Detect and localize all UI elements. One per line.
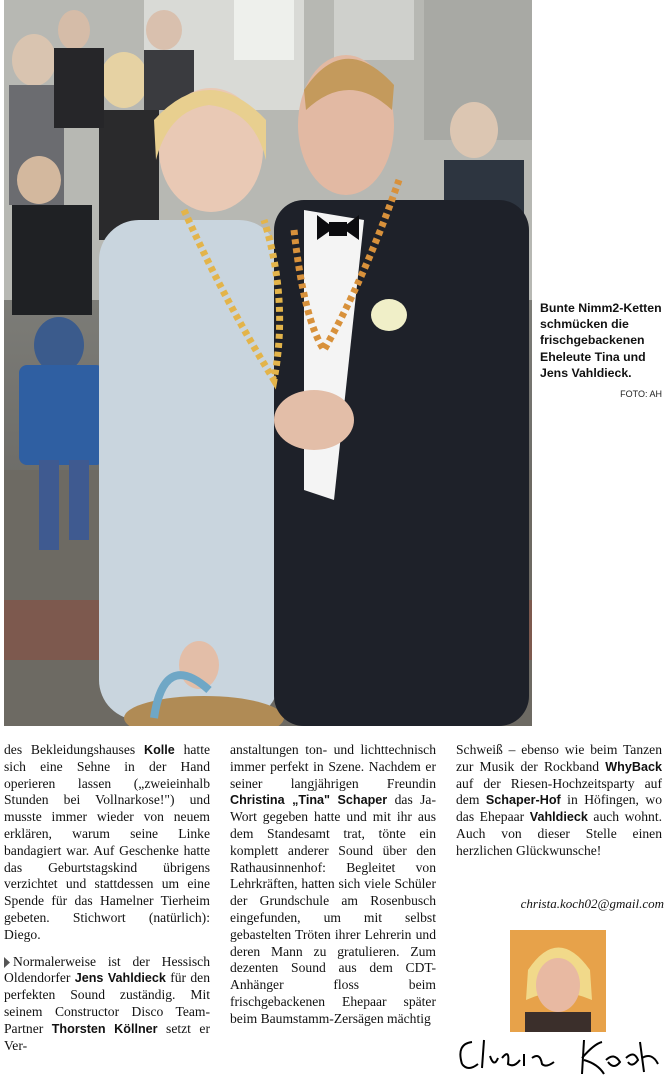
article-column-3 xyxy=(456,742,662,860)
text-run: das Ja-Wort gegeben hatte und mit ihr aus dem Standesamt trat, tönte ein komplett anderer Sound über den Rathausinnenhof: Begleitet von Lehrkräften, hatten sich viele Schüler der Grundschule am Rosenbusch eingefunden, um mit selbst gebastelten Tröten ihrer Lehrerin und deren Mann zu gratulieren. Zum dezenten Sound aus dem CDT-Anhänger floss beim frischgebackenen Ehepaar später beim Baumstamm-Zersägen mächtig xyxy=(230,792,436,1026)
text-run: anstaltungen ton- und lichttechnisch immer perfekt in Szene. Nachdem er seiner langjährigen Freundin xyxy=(230,742,436,791)
author-portrait xyxy=(510,930,606,1032)
bold-name: WhyBack xyxy=(605,759,662,774)
text-run: auch wohnt. Auch von dieser Stelle einen herzlichen Glückwunsche! xyxy=(456,809,662,858)
text-run: in Höfingen, wo das Ehepaar xyxy=(456,792,662,825)
article-column-1 xyxy=(4,742,210,1054)
paragraph xyxy=(4,742,210,944)
bold-name: Vahldieck xyxy=(529,810,588,825)
paragraph xyxy=(4,954,210,1055)
bold-name: Schaper-Hof xyxy=(485,793,561,808)
text-run: Normalerweise ist der Hessisch Oldendorfer xyxy=(4,953,210,986)
author-portrait-drawing xyxy=(510,930,606,1032)
paragraph-marker-icon xyxy=(4,957,10,968)
author-email: christa.koch02@gmail.com xyxy=(520,896,664,911)
paragraph xyxy=(230,742,436,1028)
text-run: Schweiß – ebenso wie beim Tanzen zur Musik der Rockband xyxy=(456,742,662,774)
text-run: für den perfekten Sound zuständig. Mit seinem Constructor Disco Team-Partner xyxy=(4,970,211,1036)
text-run: auf der Riesen-Hochzeitsparty auf dem xyxy=(456,775,662,808)
bold-name: Thorsten Köllner xyxy=(51,1021,158,1036)
wedding-photo xyxy=(4,0,532,726)
text-run: des Bekleidungshauses xyxy=(4,742,144,757)
bold-name: Kolle xyxy=(143,743,175,757)
photo-credit: FOTO: AH xyxy=(620,389,662,399)
author-signature xyxy=(454,1034,664,1082)
bold-name: Christina „Tina" Schaper xyxy=(230,793,388,808)
photo-caption: Bunte Nimm2-Ketten schmücken die frischgebackenen Eheleute Tina und Jens Vahldieck. xyxy=(540,301,662,380)
wedding-photo-drawing xyxy=(4,0,532,726)
signature-drawing xyxy=(454,1034,664,1082)
text-run: setzt er Ver- xyxy=(4,1020,210,1053)
text-run: hatte sich eine Sehne in der Hand operieren lassen („zweieinhalb Stunden bei Vollnarkose!") und musste immer wieder von neuem erklären, warum seine Linke bandagiert war. Auf Geschenke hatte das Geburtstagskind übrigens verzichtet und stattdessen um eine Spende für das Hamelner Tierheim gebeten. Stichwort (natürlich): Diego. xyxy=(4,742,210,942)
article-column-2 xyxy=(230,742,436,1028)
paragraph xyxy=(456,742,662,860)
bold-name: Jens Vahldieck xyxy=(74,971,166,986)
